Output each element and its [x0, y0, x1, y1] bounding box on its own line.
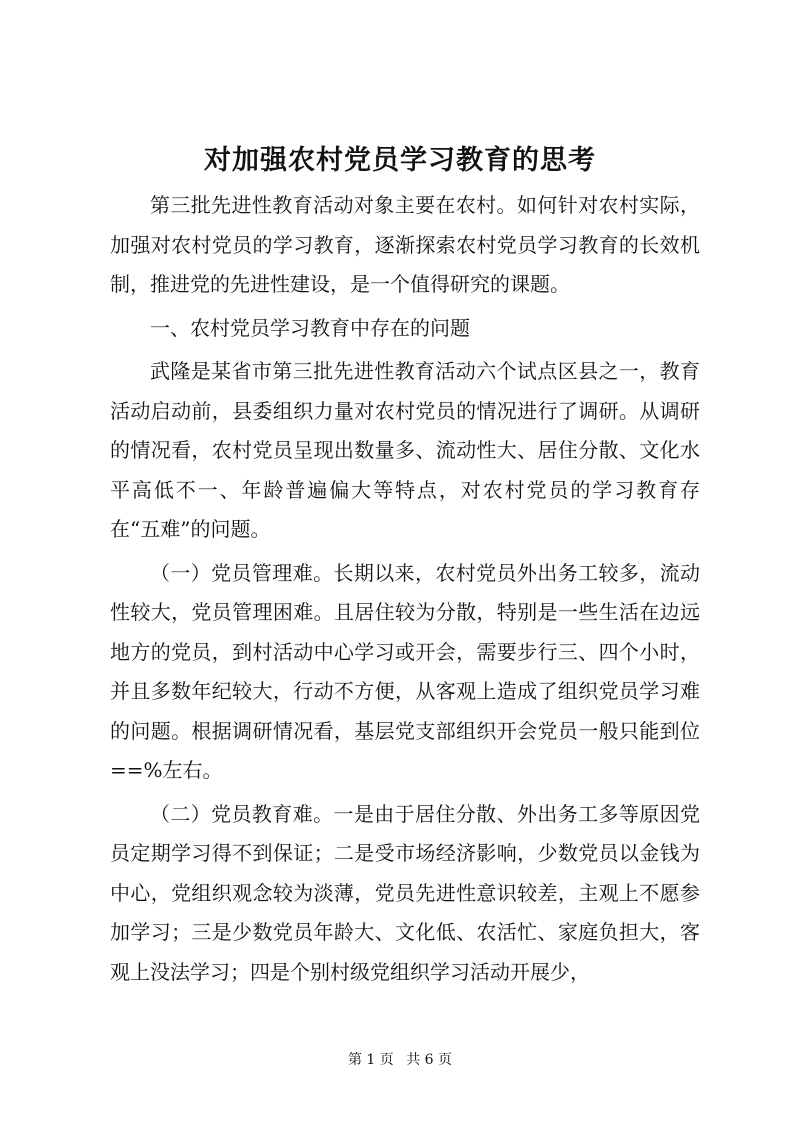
page-footer	[0, 1050, 800, 1070]
page-total: 共 6 页	[406, 1052, 453, 1068]
education-paragraph: （二）党员教育难。一是由于居住分散、外出务工多等原因党员定期学习得不到保证；二是受市场经济影响，少数党员以金钱为中心，党组织观念较为淡薄，党员先进性意识较差，主观上不愿参加学习；三是少数党员年龄大、文化低、农活忙、家庭负担大，客观上没法学习；四是个别村级党组织学习活动开展少，	[110, 801, 700, 984]
section-heading: 一、农村党员学习教育中存在的问题	[150, 315, 470, 340]
document-body	[110, 186, 700, 992]
page-number: 第 1 页	[347, 1052, 394, 1068]
management-paragraph: （一）党员管理难。长期以来，农村党员外出务工较多，流动性较大，党员管理困难。且居住较为分散，特别是一些生活在边远地方的党员，到村活动中心学习或开会，需要步行三、四个小时，并且多数年纪较大，行动不方便，从客观上造成了组织党员学习难的问题。根据调研情况看，基层党支部组织开会党员一般只能到位==%左右。	[110, 560, 700, 782]
intro-paragraph: 第三批先进性教育活动对象主要在农村。如何针对农村实际，加强对农村党员的学习教育，逐渐探索农村党员学习教育的长效机制，推进党的先进性建设，是一个值得研究的课题。	[110, 193, 700, 296]
background-paragraph: 武隆是某省市第三批先进性教育活动六个试点区县之一，教育活动启动前，县委组织力量对农村党员的情况进行了调研。从调研的情况看，农村党员呈现出数量多、流动性大、居住分散、文化水平高低不一、年龄普遍偏大等特点，对农村党员的学习教育存在“五难”的问题。	[110, 359, 700, 541]
document-title: 对加强农村党员学习教育的思考	[204, 145, 596, 176]
